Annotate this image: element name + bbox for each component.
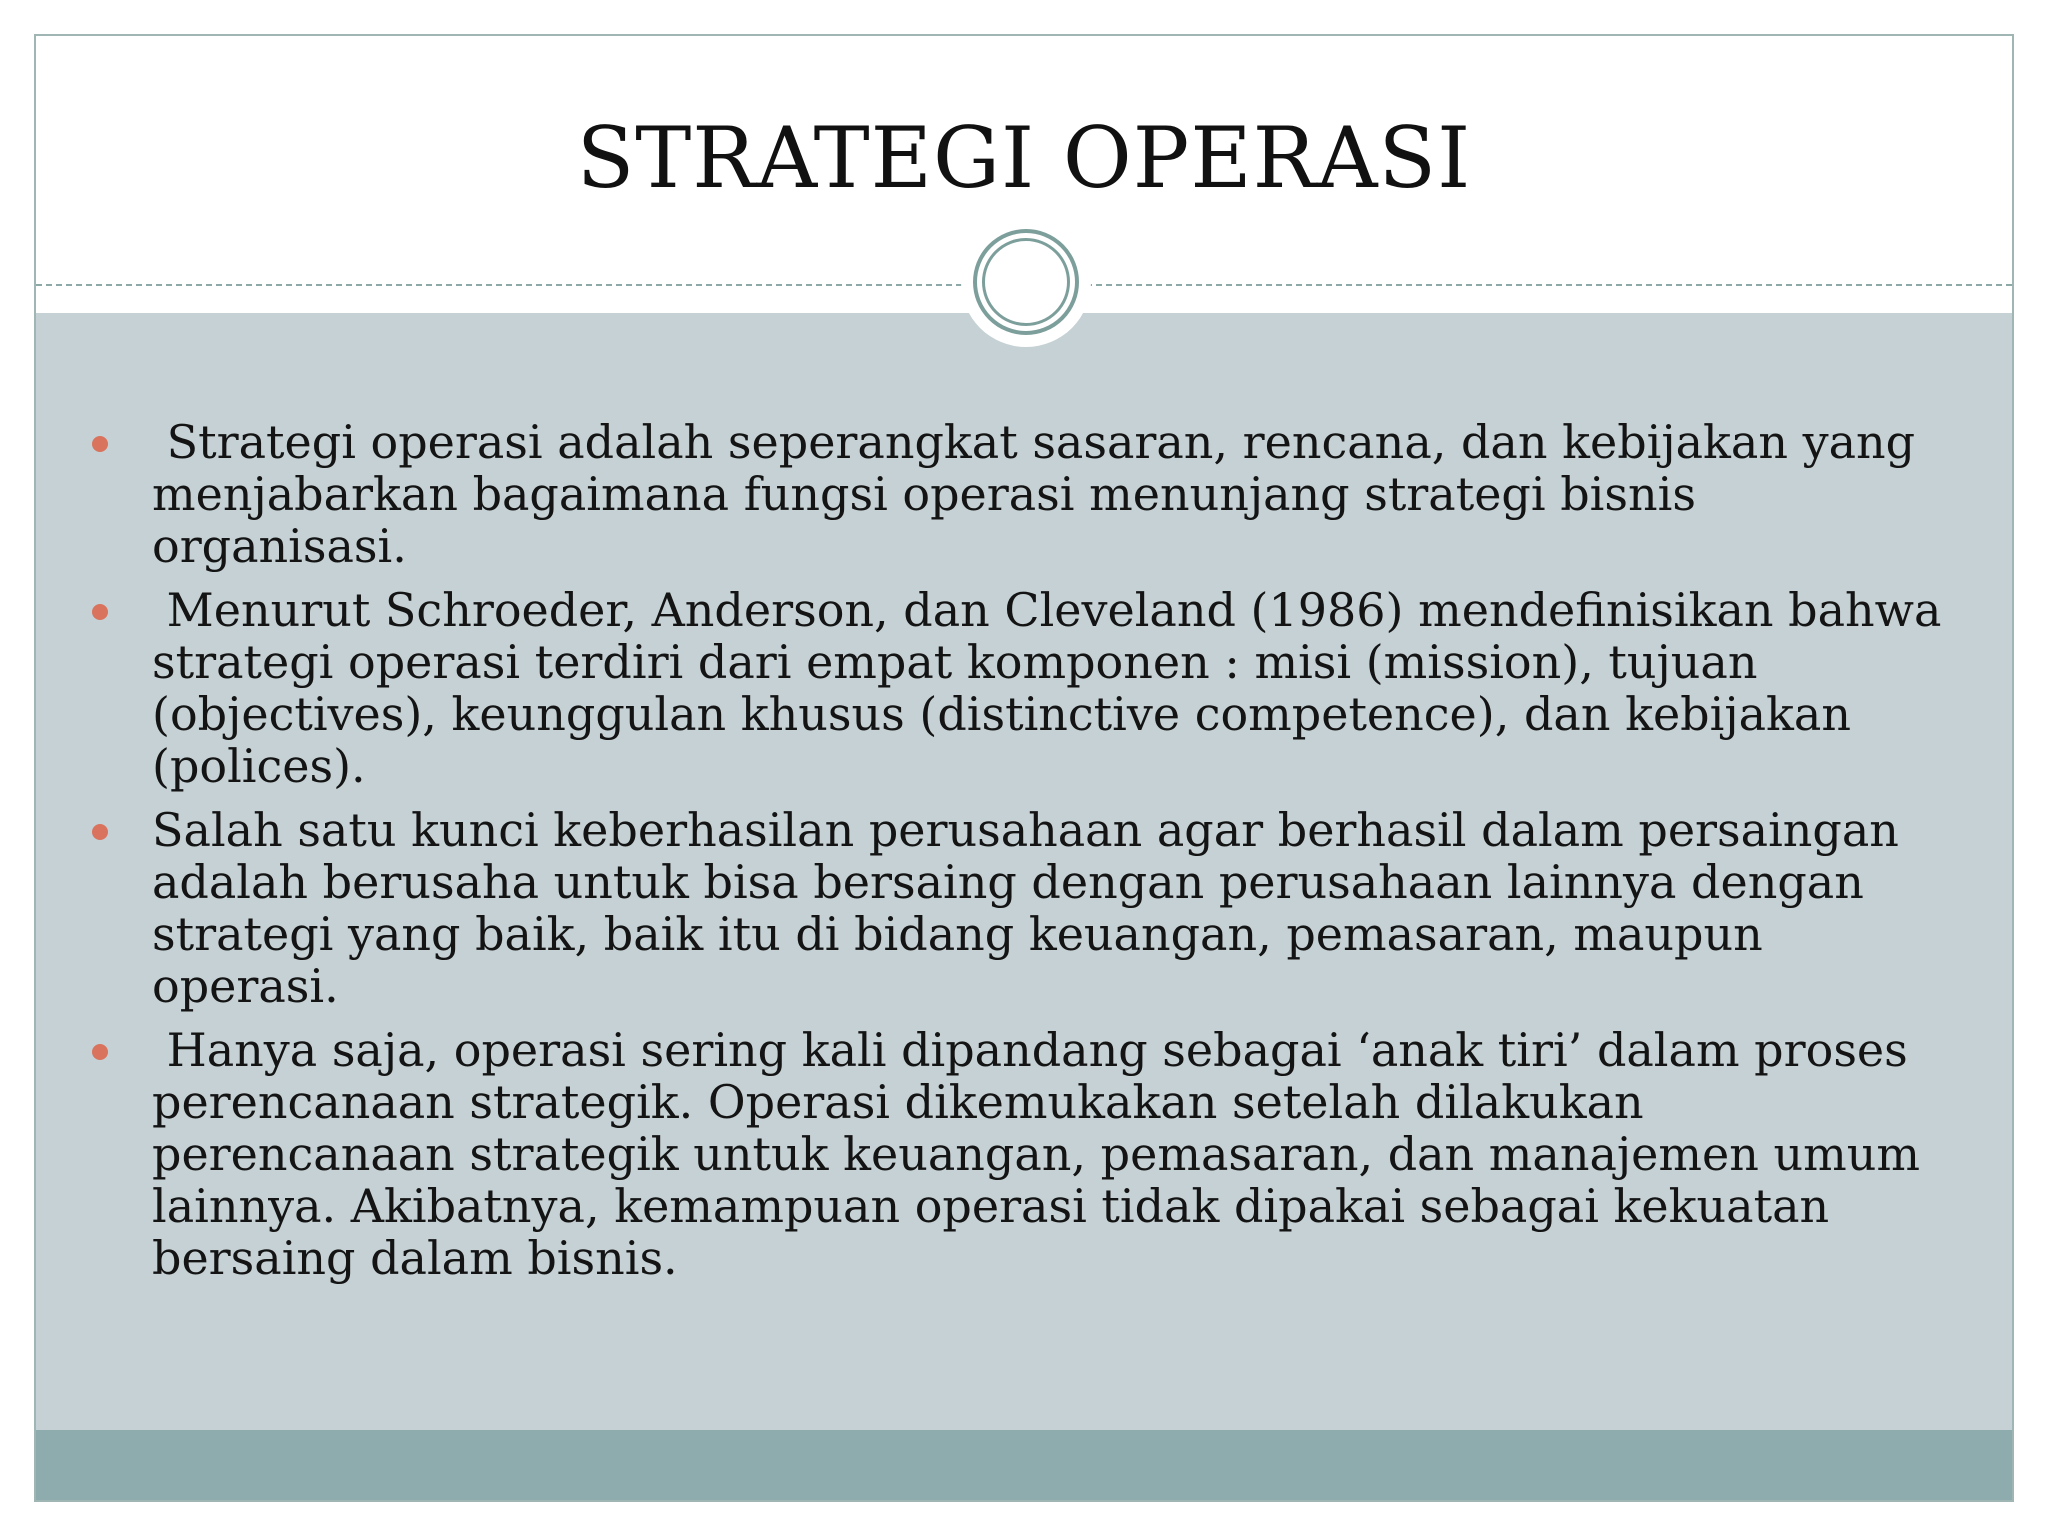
bullet-text: Hanya saja, operasi sering kali dipandang sebagai ‘anak tiri’ dalam proses perencanaan strategik. Operasi dikemukakan setelah dilakukan perencanaan strategik untuk keuangan, pemasaran, dan manajemen umum lainnya. Akibatnya, kemampuan operasi tidak dipakai sebagai kekuatan bersaing dalam bisnis. [152, 1023, 1935, 1285]
bullet-item [36, 416, 2012, 572]
bullet-item [36, 1024, 2012, 1284]
emblem-inner-ring [982, 238, 1070, 326]
bullet-text: Strategi operasi adalah seperangkat sasaran, rencana, dan kebijakan yang menjabarkan bagaimana fungsi operasi menunjang strategi bisnis organisasi. [152, 415, 1930, 573]
bullet-dot-icon [92, 824, 108, 840]
bullet-dot-icon [92, 436, 108, 452]
slide [34, 34, 2014, 1502]
bullet-text: Menurut Schroeder, Anderson, dan Cleveland (1986) mendefinisikan bahwa strategi operasi terdiri dari empat komponen : misi (mission), tujuan (objectives), keunggulan khusus (distinctive competence), dan kebijakan (polices). [152, 583, 1957, 793]
bullet-item [36, 584, 2012, 792]
bullet-item [36, 804, 2012, 1012]
footer-band [36, 1430, 2012, 1500]
bullet-text: Salah satu kunci keberhasilan perusahaan agar berhasil dalam persaingan adalah berusaha untuk bisa bersaing dengan perusahaan lainnya dengan strategi yang baik, baik itu di bidang keuangan, pemasaran, maupun operasi. [152, 803, 1914, 1013]
slide-title: STRATEGI OPERASI [576, 109, 1472, 207]
bullet-dot-icon [92, 1044, 108, 1060]
bullet-dot-icon [92, 604, 108, 620]
bullet-list [36, 416, 2012, 1296]
